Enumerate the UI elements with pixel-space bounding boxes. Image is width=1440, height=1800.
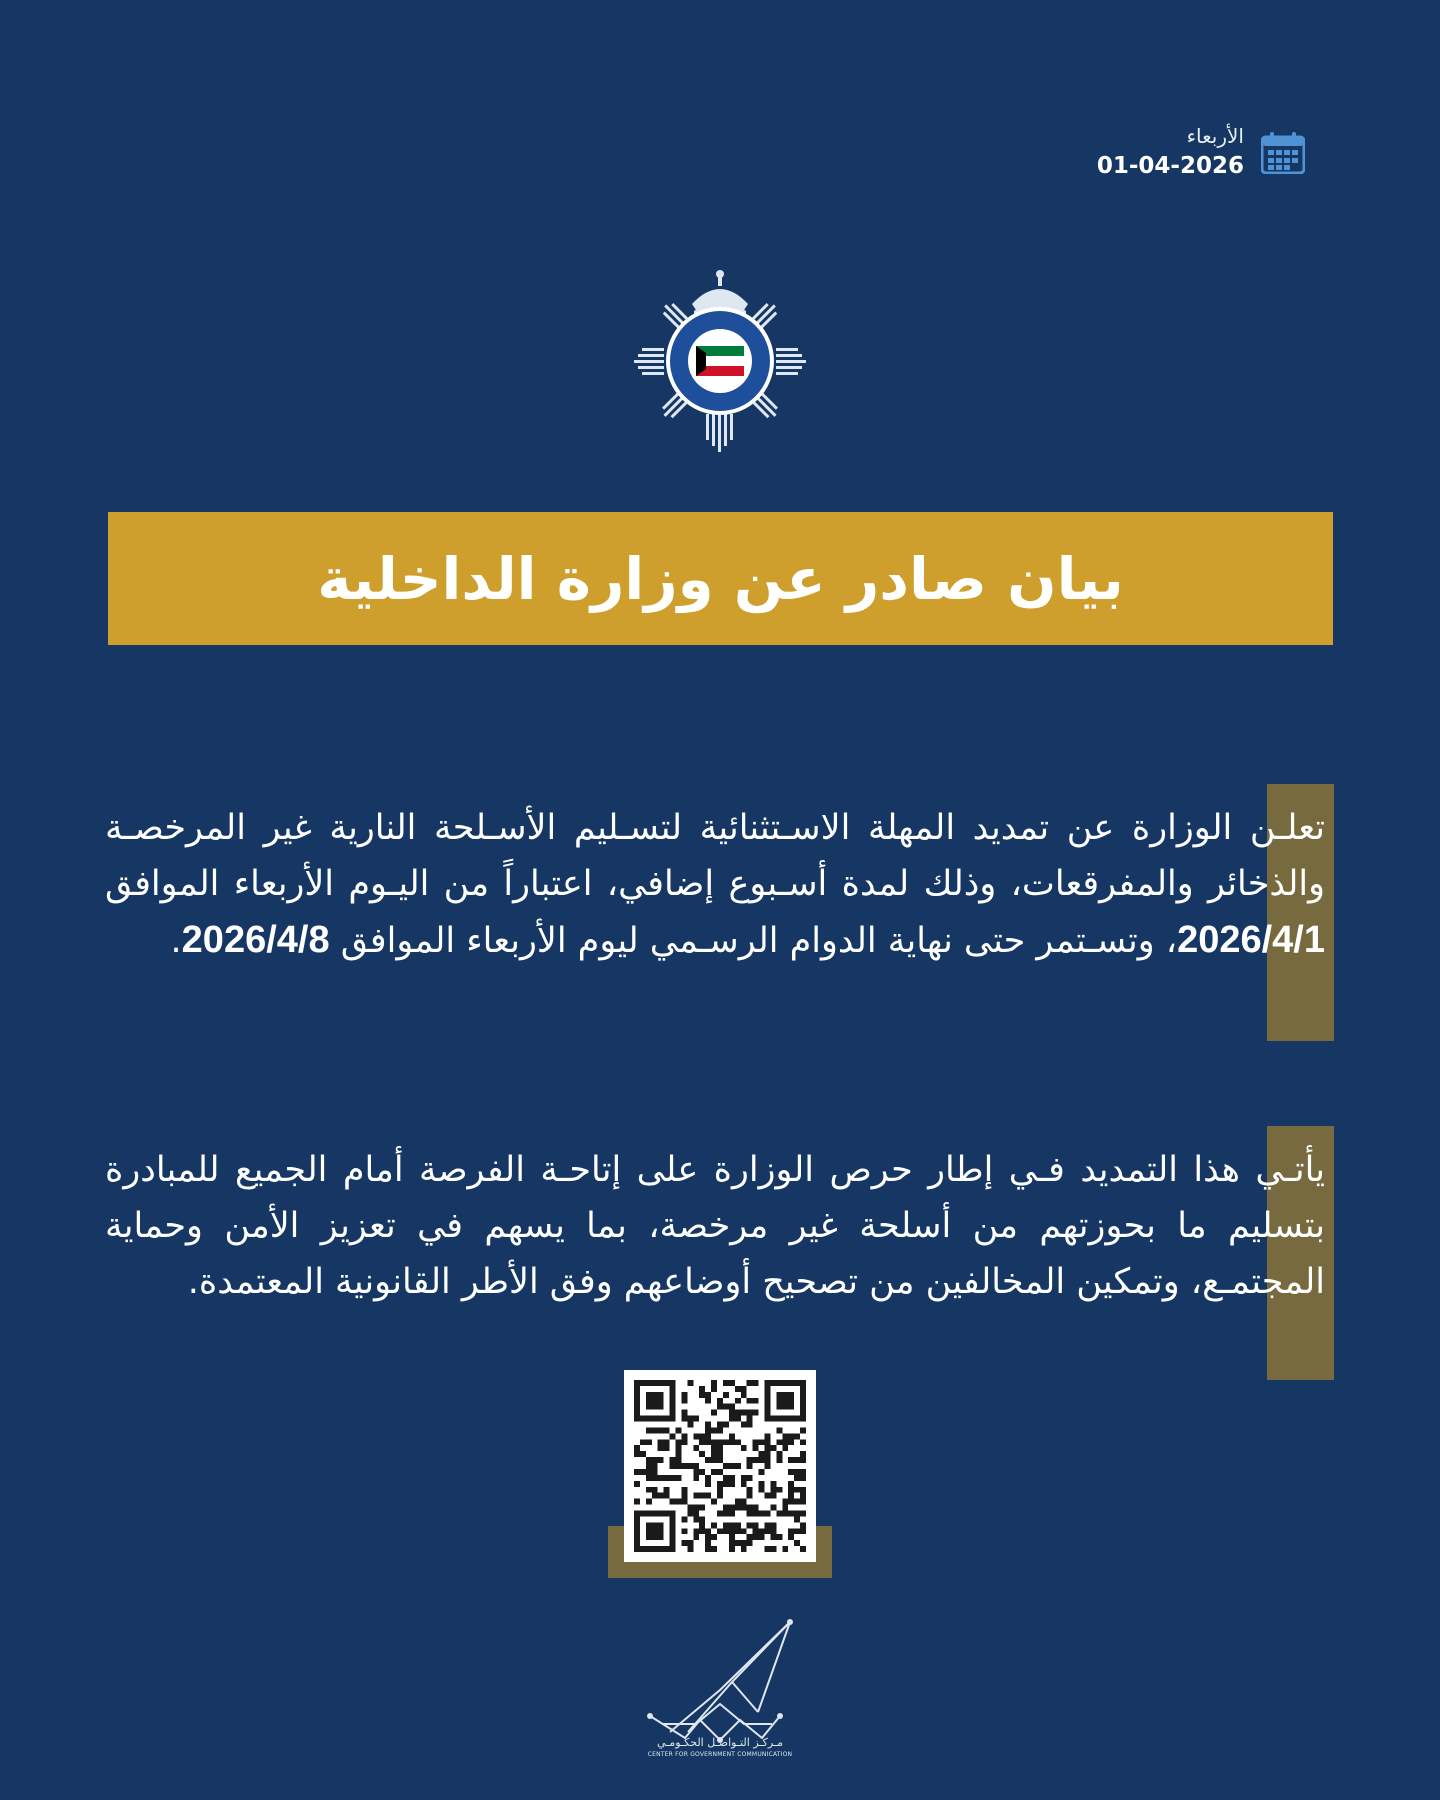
page-title: بيان صادر عن وزارة الداخلية [317, 544, 1124, 613]
end-date: 2026/4/8 [181, 919, 330, 961]
footer-name-arabic: مـركـز التـواصـل الحكـومـي [656, 1736, 784, 1749]
title-banner [108, 512, 1333, 645]
start-date: 2026/4/1 [1177, 919, 1325, 961]
qr-code[interactable] [624, 1370, 816, 1562]
footer-name-english: CENTER FOR GOVERNMENT COMMUNICATION [647, 1751, 793, 1758]
paragraph-text: تعلـن الوزارة عن تمديد المهلة الاسـتثنائية لتسـليم الأسـلحة النارية غير المرخصـة والذخائر والمفرقعات، وذلك لمدة أسـبوع إضافي، اعتباراً من اليـوم الأربعاء الموافق [105, 808, 1325, 904]
announcement-paragraph [105, 800, 1325, 969]
kuwait-police-emblem-icon [632, 264, 808, 454]
date-block [1097, 122, 1244, 182]
qr-code-icon [634, 1380, 806, 1552]
purpose-paragraph: يأتـي هذا التمديد فـي إطار حرص الوزارة على إتاحـة الفرصة أمام الجميع للمبادرة بتسليم ما بحوزتهم من أسلحة غير مرخصة، بما يسهم في تعزيز الأمن وحماية المجتمـع، وتمكين المخالفين من تصحيح أوضاعهم وفق الأطر القانونية المعتمدة. [105, 1150, 1325, 1302]
calendar-icon [1261, 132, 1305, 174]
paragraph-text: ، وتسـتمر حتى نهاية الدوام الرسـمي ليوم الأربعاء الموافق [340, 921, 1178, 961]
paragraph-text: . [170, 921, 182, 961]
day-name: الأربعاء [1186, 124, 1244, 148]
date-value: 01-04-2026 [1096, 153, 1244, 179]
